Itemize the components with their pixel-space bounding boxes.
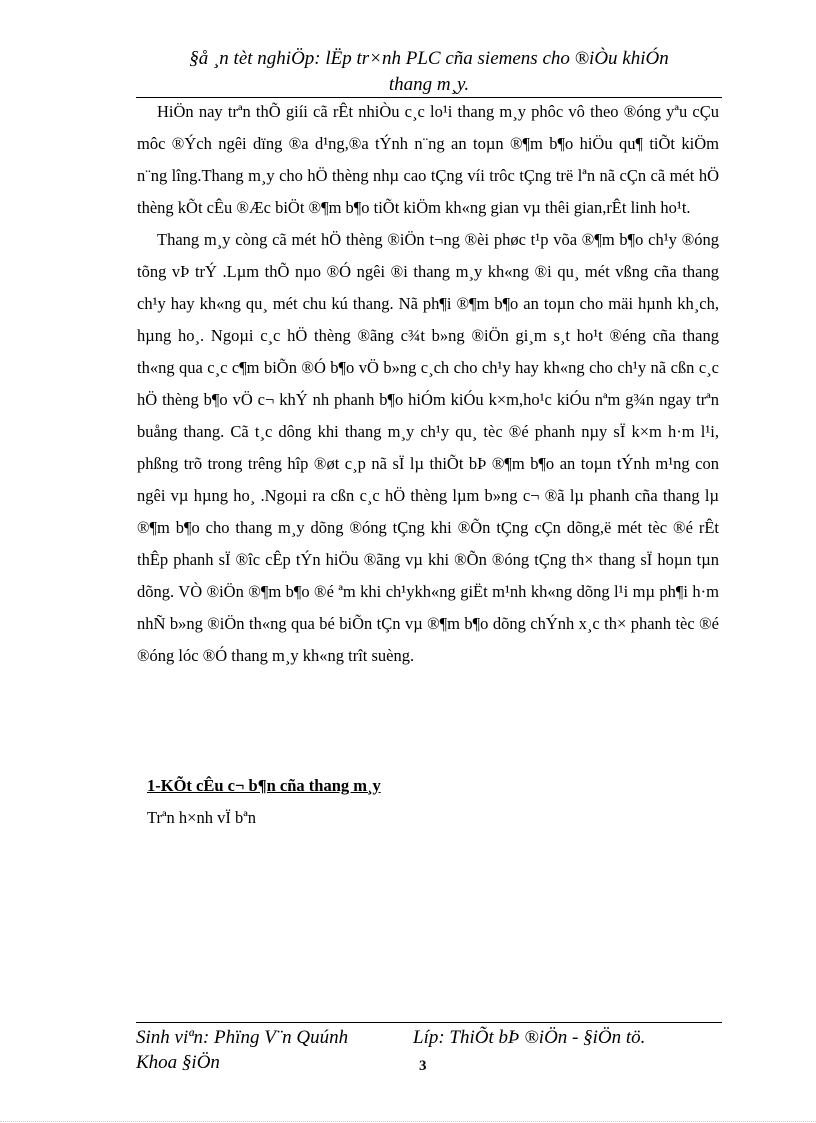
page-number: 3 [419,1058,427,1074]
footer-divider [136,1022,722,1023]
section-intro-text: Trªn h×nh vÏ bªn [147,808,257,827]
student-name: Sinh viªn: Phïng V¨n Quúnh [136,1027,349,1048]
paragraph: HiÖn nay trªn thÕ giíi cã rÊt nhiÒu c¸c lo¹i thang m¸y phôc vô theo ®óng yªu cÇu môc ®Ých ngêi dïng ®a d¹ng,®a tÝnh n¨ng an toµn ®¶m b¶o hiÖu qu¶ tiÕt kiÖm n¨ng lîng.Thang m¸y cho hÖ thèng nhµ cao tÇng víi trôc tÇng trë lªn nã cÇn cã mét hÖ thèng kÕt cÊu ®Æc biÖt ®¶m b¶o tiÕt kiÖm kh«ng gian vµ thêi gian,rÊt linh ho¹t. [137,102,719,217]
faculty-name: Khoa §iÖn [136,1052,220,1073]
document-title-line-2: thang m¸y. [388,74,470,95]
page-bottom-edge [0,1121,816,1122]
page-header [136,46,722,98]
paragraph: Thang m¸y còng cã mét hÖ thèng ®iÖn t¬ng ®èi phøc t¹p võa ®¶m b¶o ch¹y ®óng tõng vÞ trÝ .Lµm thÕ nµo ®Ó ngêi ®i thang m¸y kh«ng ®i qu¸ mét vßng cña thang ch¹y hay kh«ng qu¸ mét chu kú thang. Nã ph¶i ®¶m b¶o an toµn cho mäi hµnh kh¸ch, hµng ho¸. Ngoµi c¸c hÖ thèng ®ãng c¾t b»ng ®iÖn gi¸m s¸t ho¹t ®éng cña thang th«ng qua c¸c c¶m biÕn ®Ó b¶o vÖ b»ng c¸ch cho ch¹y hay kh«ng cho ch¹y nã cßn c¸c hÖ thèng b¶o vÖ c¬ khÝ nh phanh b¶o hiÓm kiÓu k×m,ho¹c kiÓu nªm g¾n ngay trªn buång thang. Cã t¸c dông khi thang m¸y ch¹y qu¸ tèc ®é phanh nµy sÏ k×m h·m l¹i, phßng trõ trong trêng hîp ®øt c¸p nã sÏ lµ thiÕt bÞ ®¶m b¶o an toµn tÝnh m¹ng con ngêi vµ hµng ho¸ .Ngoµi ra cßn c¸c hÖ thèng lµm b»ng c¬ ®ã lµ phanh cña thang lµ ®¶m b¶o cho thang m¸y dõng ®óng tÇng khi ®Õn tÇng cÇn dõng,ë mét tèc ®é rÊt thÊp phanh sÏ ®îc cÊp tÝn hiÖu ®ãng vµ khi ®Õn ®óng tÇng th× thang sÏ hoµn tµn dõng. VÒ ®iÖn ®¶m b¶o ®é ªm khi ch¹ykh«ng giËt m¹nh kh«ng dõng l¹i mµ ph¶i h·m nhÑ b»ng ®iÖn th«ng qua bé biÕn tÇn vµ ®¶m b¶o dõng chÝnh x¸c th× phanh tèc ®é ®óng lóc ®Ó thang m¸y kh«ng trît suèng. [137,230,719,665]
document-title-line-1: §å ¸n tèt nghiÖp: lËp tr×nh PLC cña siemens cho ®iÒu khiÓn [189,48,669,69]
page-footer [136,1025,722,1081]
class-name: Líp: ThiÕt bÞ ®iÖn - §iÖn tö. [413,1027,646,1048]
section-heading: 1-KÕt cÊu c¬ b¶n cña thang m¸y [147,776,381,795]
body-text [137,96,719,672]
